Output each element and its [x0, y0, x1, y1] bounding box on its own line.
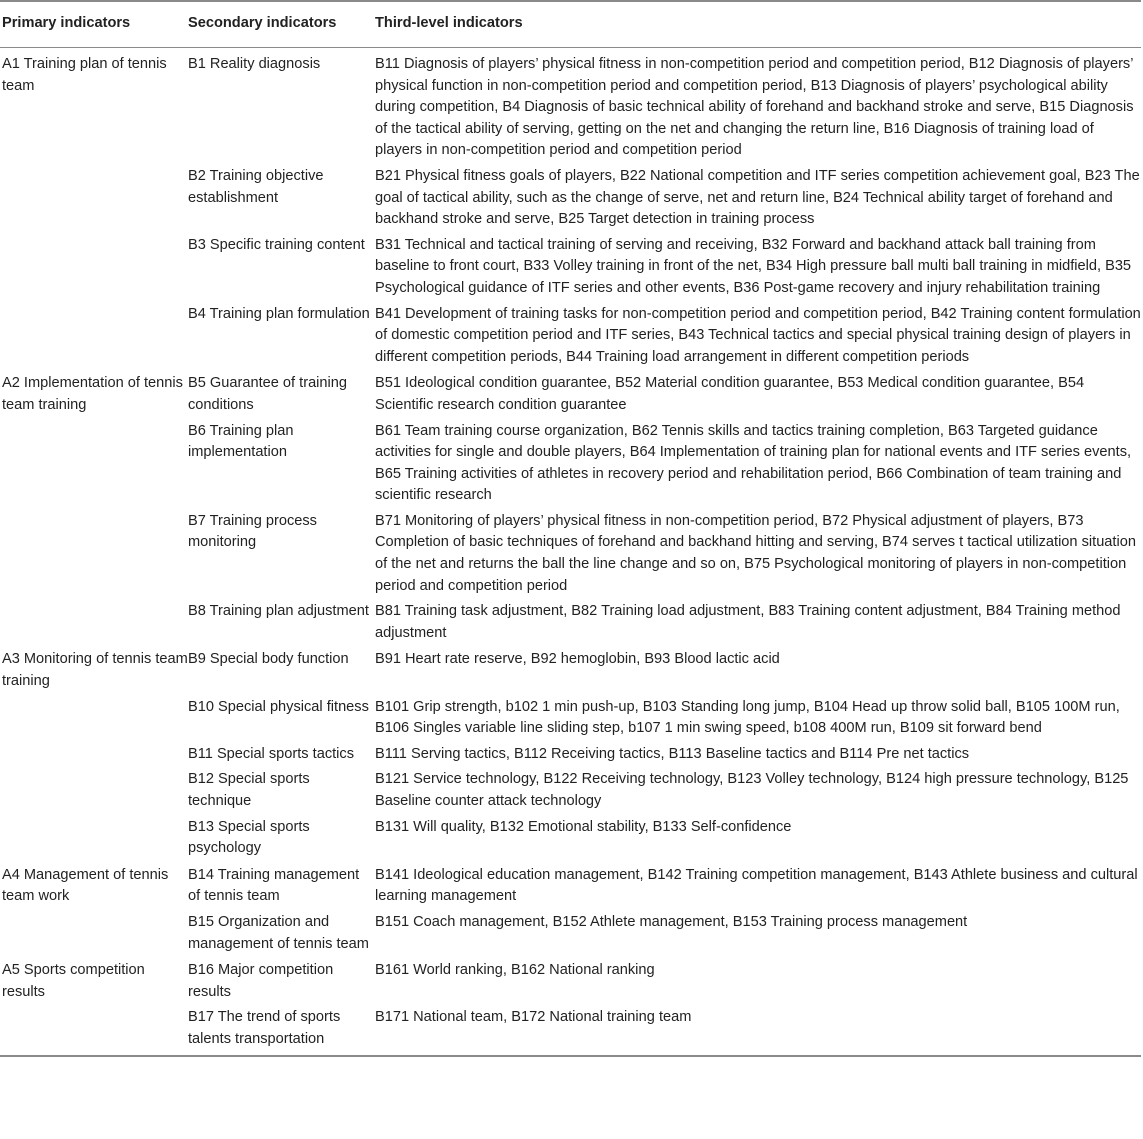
third-level-indicator-cell: B11 Diagnosis of players’ physical fitness in non-competition period and competition period, B12 Diagnosis of players’ physical function in non-competition period and competition period, B13 Diagnosis of players’ psychological ability during competition, B4 Diagnosis of basic technical ability of forehand and backhand stroke and serve, B15 Diagnosis of the tactical ability of serving, getting on the net and changing the return line, B16 Diagnosis of training load of players in non-competition period and competition period	[375, 56, 1134, 159]
primary-indicator-cell	[0, 744, 188, 770]
table-row	[0, 304, 1141, 373]
table-row	[0, 769, 1141, 816]
third-level-indicator-cell: B51 Ideological condition guarantee, B52 Material condition guarantee, B53 Medical condition guarantee, B54 Scientific research condition guarantee	[375, 375, 1085, 413]
table-row	[0, 817, 1141, 864]
table-row	[0, 48, 1141, 166]
header-primary-indicators: Primary indicators	[2, 15, 131, 31]
secondary-indicator-cell: B3 Specific training content	[188, 236, 365, 253]
secondary-indicator-cell: B9 Special body function	[188, 651, 349, 668]
primary-indicator-cell: A1 Training plan of tennis team	[2, 56, 167, 94]
third-level-indicator-cell: B21 Physical fitness goals of players, B22 National competition and ITF series competition achievement goal, B23 The goal of tactical ability, such as the change of serve, net and return line, B24 Technical ability target of forehand and backhand stroke and serve, B25 Target detection in training process	[375, 167, 1140, 228]
header-third-level-indicators: Third-level indicators	[375, 15, 523, 31]
primary-indicator-cell	[0, 421, 188, 511]
table-row	[0, 235, 1141, 304]
table-row	[0, 421, 1141, 511]
header-row	[0, 1, 1141, 48]
table-row	[0, 959, 1141, 1007]
table-row	[0, 1007, 1141, 1055]
secondary-indicator-cell: B7 Training process monitoring	[188, 512, 317, 551]
table-row	[0, 648, 1141, 696]
secondary-indicator-cell: B11 Special sports tactics	[188, 745, 355, 762]
third-level-indicator-cell: B41 Development of training tasks for non-competition period and competition period, B42 Training content formulation of domestic competition period and ITF series, B43 Technical tactics and special physical training design of players in different competition periods, B44 Training load arrangement in different competition periods	[375, 305, 1141, 365]
primary-indicator-cell	[0, 912, 188, 959]
table-row	[0, 511, 1141, 601]
table-row	[0, 864, 1141, 912]
primary-indicator-cell	[0, 304, 188, 373]
header-secondary-indicators: Secondary indicators	[188, 15, 337, 31]
third-level-indicator-cell: B101 Grip strength, b102 1 min push-up, B103 Standing long jump, B104 Head up throw solid ball, B105 100M run, B106 Singles variable line sliding step, b107 1 min swing speed, b108 400M run, B109 sit forward bend	[375, 698, 1120, 737]
primary-indicator-cell	[0, 511, 188, 601]
secondary-indicator-cell: B1 Reality diagnosis	[188, 56, 321, 72]
secondary-indicator-cell: B8 Training plan adjustment	[188, 603, 369, 620]
primary-indicator-cell	[0, 235, 188, 304]
primary-indicator-cell: A2 Implementation of tennis team training	[2, 375, 183, 413]
third-level-indicator-cell: B31 Technical and tactical training of serving and receiving, B32 Forward and backhand attack ball training from baseline to front court, B33 Volley training in front of the net, B34 High pressure ball multi ball training in midfield, B35 Psychological guidance of ITF series and other events, B36 Post-game recovery and injury rehabilitation training	[375, 236, 1132, 296]
primary-indicator-cell	[0, 166, 188, 235]
third-level-indicator-cell: B171 National team, B172 National training team	[375, 1009, 692, 1026]
primary-indicator-cell	[0, 1007, 188, 1055]
table-row	[0, 601, 1141, 648]
third-level-indicator-cell: B141 Ideological education management, B142 Training competition management, B143 Athlete business and cultural learning management	[375, 866, 1138, 905]
primary-indicator-cell: A3 Monitoring of tennis team training	[2, 651, 188, 690]
third-level-indicator-cell: B81 Training task adjustment, B82 Training load adjustment, B83 Training content adjustment, B84 Training method adjustment	[375, 603, 1121, 641]
third-level-indicator-cell: B61 Team training course organization, B62 Tennis skills and tactics training completion, B63 Targeted guidance activities for single and double players, B64 Implementation of training plan for national events and ITF series events, B65 Training activities of athletes in recovery period and rehabilitation period, B66 Combination of team training and scientific research	[375, 422, 1132, 504]
third-level-indicator-cell: B131 Will quality, B132 Emotional stability, B133 Self-confidence	[375, 818, 792, 835]
primary-indicator-cell	[0, 601, 188, 648]
secondary-indicator-cell: B4 Training plan formulation	[188, 305, 370, 322]
secondary-indicator-cell: B13 Special sports psychology	[188, 818, 310, 857]
third-level-indicator-cell: B111 Serving tactics, B112 Receiving tactics, B113 Baseline tactics and B114 Pre net tactics	[375, 745, 970, 762]
secondary-indicator-cell: B10 Special physical fitness	[188, 698, 369, 715]
table-row	[0, 697, 1141, 744]
table-row	[0, 166, 1141, 235]
table-row	[0, 372, 1141, 420]
secondary-indicator-cell: B16 Major competition results	[188, 962, 334, 1000]
primary-indicator-cell	[0, 697, 188, 744]
third-level-indicator-cell: B121 Service technology, B122 Receiving technology, B123 Volley technology, B124 high pressure technology, B125 Baseline counter attack technology	[375, 771, 1129, 809]
secondary-indicator-cell: B14 Training management of tennis team	[188, 866, 360, 905]
secondary-indicator-cell: B6 Training plan implementation	[188, 422, 294, 461]
secondary-indicator-cell: B2 Training objective establishment	[188, 167, 324, 206]
primary-indicator-cell	[0, 769, 188, 816]
table-header	[0, 1, 1141, 48]
third-level-indicator-cell: B151 Coach management, B152 Athlete management, B153 Training process management	[375, 913, 968, 930]
primary-indicator-cell: A4 Management of tennis team work	[2, 866, 169, 905]
table-row	[0, 744, 1141, 770]
table-row	[0, 912, 1141, 959]
primary-indicator-cell	[0, 817, 188, 864]
secondary-indicator-cell: B12 Special sports technique	[188, 771, 310, 809]
secondary-indicator-cell: B15 Organization and management of tennis team	[188, 913, 369, 952]
secondary-indicator-cell: B17 The trend of sports talents transportation	[188, 1009, 341, 1047]
third-level-indicator-cell: B91 Heart rate reserve, B92 hemoglobin, B93 Blood lactic acid	[375, 651, 780, 668]
secondary-indicator-cell: B5 Guarantee of training conditions	[188, 375, 348, 413]
primary-indicator-cell: A5 Sports competition results	[2, 962, 145, 1000]
table-body	[0, 48, 1141, 1056]
third-level-indicator-cell: B71 Monitoring of players’ physical fitness in non-competition period, B72 Physical adjustment of players, B73 Completion of basic techniques of forehand and backhand hitting and serving, B74 serves t tactical utilization situation of the net and returns the ball the line change and so on, B75 Psychological monitoring of players in non-competition period and competition period	[375, 512, 1136, 594]
third-level-indicator-cell: B161 World ranking, B162 National ranking	[375, 962, 655, 979]
